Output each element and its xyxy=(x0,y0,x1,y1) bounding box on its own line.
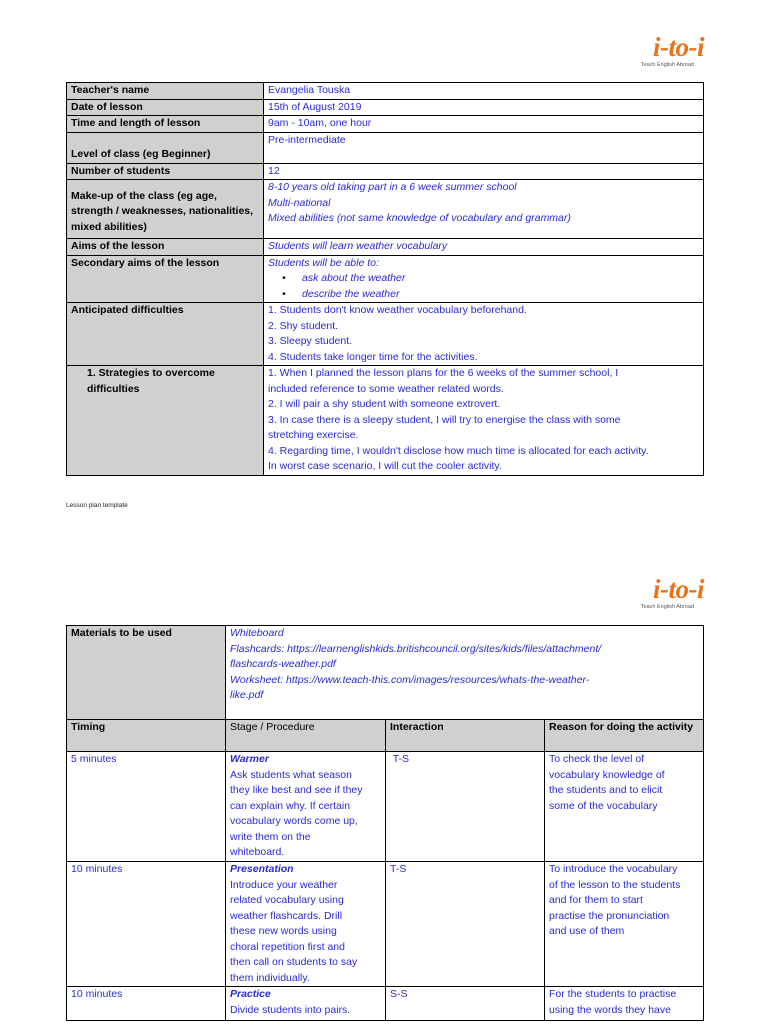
lesson-plan-table xyxy=(66,625,704,1021)
page-footer: Lesson plan template xyxy=(66,502,128,509)
reason-cell: For the students to practise using the words they have xyxy=(545,987,704,1021)
logo-mark: i-to-i xyxy=(653,574,704,604)
row-value: Students will be able to: • ask about the weather • describe the weather xyxy=(264,255,704,303)
row-label: 1. Strategies to overcome difficulties xyxy=(67,366,264,476)
table-row xyxy=(67,366,704,476)
row-value: 1. Students don't know weather vocabulary beforehand. 2. Shy student. 3. Sleepy student. 4. Students take longer time for the activities. xyxy=(264,303,704,366)
row-label: Aims of the lesson xyxy=(67,239,264,256)
table-row xyxy=(67,862,704,987)
row-label: Make-up of the class (eg age, strength / weaknesses, nationalities, mixed abilities) xyxy=(67,180,264,239)
table-row xyxy=(67,255,704,303)
reason-cell: To check the level of vocabulary knowledge of the students and to elicit some of the vocabulary xyxy=(545,752,704,862)
row-value: 12 xyxy=(264,163,704,180)
logo-tagline: Teach English Abroad xyxy=(640,604,694,610)
stage-cell: Warmer Ask students what season they like best and see if they can explain why. If certain vocabulary words come up, write them on the whiteboard. xyxy=(226,752,386,862)
row-value: Evangelia Touska xyxy=(264,83,704,100)
row-value: Students will learn weather vocabulary xyxy=(264,239,704,256)
row-label: Anticipated difficulties xyxy=(67,303,264,366)
table-row xyxy=(67,180,704,239)
ito-i-logo xyxy=(624,34,704,74)
table-row xyxy=(67,116,704,133)
table-row xyxy=(67,987,704,1021)
lesson-info-table xyxy=(66,82,704,476)
table-row xyxy=(67,83,704,100)
row-value: 15th of August 2019 xyxy=(264,99,704,116)
table-row xyxy=(67,752,704,862)
timing-cell: 10 minutes xyxy=(67,987,226,1021)
row-value: 8-10 years old taking part in a 6 week summer school Multi-national Mixed abilities (not same knowledge of vocabulary and grammar) xyxy=(264,180,704,239)
row-value: 1. When I planned the lesson plans for the 6 weeks of the summer school, I included reference to some weather related words. 2. I will pair a shy student with someone extrovert. 3. In case there is a sleepy student, I will try to energise the class with some stretching exercise. 4. Regarding time, I wouldn't disclose how much time is allocated for each activity. In worst case scenario, I will cut the cooler activity. xyxy=(264,366,704,476)
row-label: Teacher's name xyxy=(67,83,264,100)
bullet-item: describe the weather xyxy=(302,287,400,300)
bullet-item: ask about the weather xyxy=(302,272,406,284)
row-label: Secondary aims of the lesson xyxy=(67,255,264,303)
timing-cell: 10 minutes xyxy=(67,862,226,987)
logo-mark: i-to-i xyxy=(653,32,704,62)
header-row xyxy=(67,720,704,752)
interaction-cell: S-S xyxy=(386,987,545,1021)
stage-cell: Presentation Introduce your weather related vocabulary using weather flashcards. Drill these new words using choral repetition first and then call on students to say them individually. xyxy=(226,862,386,987)
col-header-timing: Timing xyxy=(67,720,226,752)
interaction-cell: T-S xyxy=(386,862,545,987)
row-label: Number of students xyxy=(67,163,264,180)
table-row xyxy=(67,239,704,256)
table-row xyxy=(67,163,704,180)
row-label: Time and length of lesson xyxy=(67,116,264,133)
table-row xyxy=(67,303,704,366)
table-row xyxy=(67,132,704,163)
ito-i-logo xyxy=(624,576,704,616)
interaction-cell: T-S xyxy=(386,752,545,862)
col-header-reason: Reason for doing the activity xyxy=(545,720,704,752)
materials-list: Whiteboard Flashcards: https://learnenglishkids.britishcouncil.org/sites/kids/files/attachment/ flashcards-weather.pdf Worksheet: https://www.teach-this.com/images/resources/whats-the-weather- like.pdf xyxy=(226,626,704,720)
reason-cell: To introduce the vocabulary of the lesson to the students and for them to start practise the pronunciation and use of them xyxy=(545,862,704,987)
timing-cell: 5 minutes xyxy=(67,752,226,862)
col-header-stage: Stage / Procedure xyxy=(226,720,386,752)
row-value: 9am - 10am, one hour xyxy=(264,116,704,133)
stage-cell: Practice Divide students into pairs. xyxy=(226,987,386,1021)
row-value: Pre-intermediate xyxy=(264,132,704,163)
logo-tagline: Teach English Abroad xyxy=(640,62,694,68)
col-header-interaction: Interaction xyxy=(386,720,545,752)
row-label: Date of lesson xyxy=(67,99,264,116)
materials-row xyxy=(67,626,704,720)
row-label: Level of class (eg Beginner) xyxy=(67,132,264,163)
table-row xyxy=(67,99,704,116)
materials-label: Materials to be used xyxy=(67,626,226,720)
